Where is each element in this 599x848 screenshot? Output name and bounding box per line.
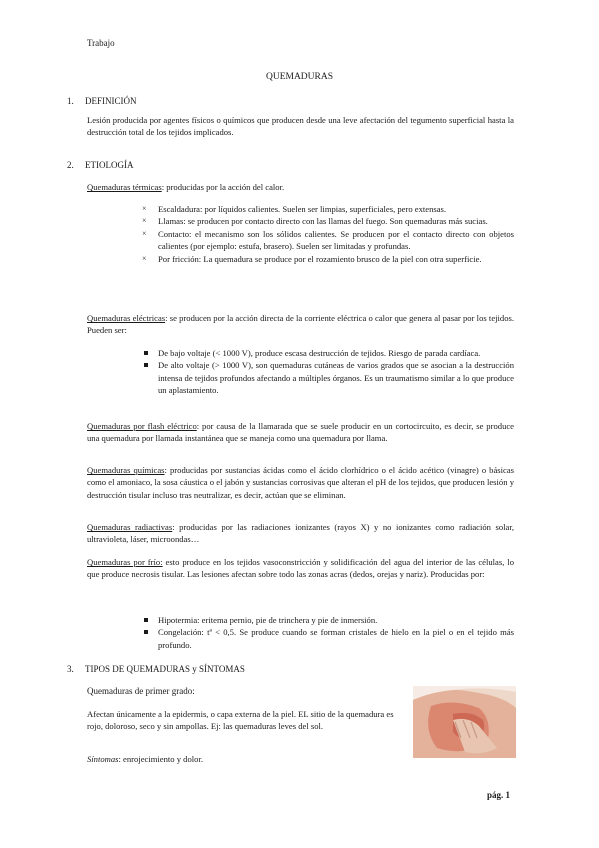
square-bullet-icon bbox=[144, 618, 148, 622]
primer-grado-paragraph: Afectan únicamente a la epidermis, o capa externa de la piel. EL sitio de la quemadura es rojo, doloroso, seco y sin ampollas. Ej: las quemaduras leves del sol. bbox=[87, 709, 394, 732]
quimicas-desc: : producidas por sustancias ácidas como el ácido clorhídrico o el ácido acético (vinagre) o básicas como el amoniaco, la sosa cáustica o el jabón y sustancias corrosivas que alteran el pH de los tejidos, que producen lesión y destrucción tisular incluso tras neutralizar, es decir, actúan que se eliminan. bbox=[87, 465, 515, 500]
termicas-desc: : producidas por la acción del calor. bbox=[161, 182, 285, 192]
section-number: 2. bbox=[67, 160, 74, 170]
primer-grado-heading: Quemaduras de primer grado: bbox=[87, 686, 195, 696]
radiactivas-paragraph bbox=[87, 521, 514, 546]
quimicas-paragraph bbox=[87, 464, 514, 501]
x-bullet-icon: × bbox=[142, 228, 147, 238]
sintomas-text: : enrojecimiento y dolor. bbox=[118, 754, 204, 764]
flash-desc: : por causa de la llamarada que se suele producir en un cortocircuito, es decir, se produce una quemadura por llamada instantánea que se maneja como una quemadura por llama. bbox=[87, 421, 514, 444]
frio-desc: esto produce en los tejidos vasoconstricción y solidificación del agua del interior de las células, lo que produce necrosis tisular. Las lesiones afectan sobre todo las zonas acras (dedos, orejas y nariz). Producidas por: bbox=[87, 557, 514, 580]
list-item: × Llamas: se producen por contacto directo con las llamas del fuego. Son quemaduras más sucias. bbox=[142, 216, 488, 227]
section-number: 1. bbox=[67, 96, 74, 106]
list-item: Congelación: tª < 0,5. Se produce cuando se forman cristales de hielo en la piel o en el tejido más profundo. bbox=[158, 626, 514, 651]
square-bullet-icon bbox=[144, 351, 148, 355]
electricas-list bbox=[158, 347, 514, 397]
frio-paragraph bbox=[87, 556, 514, 581]
termicas-paragraph bbox=[87, 181, 514, 193]
page-title: QUEMADURAS bbox=[265, 72, 334, 82]
sunburn-photo bbox=[413, 686, 516, 758]
sunburn-illustration bbox=[413, 686, 516, 758]
square-bullet-icon bbox=[144, 630, 148, 634]
x-bullet-icon: × bbox=[142, 253, 147, 263]
radiactivas-desc: : producidas por las radiaciones ionizantes (rayos X) y no ionizantes como radiación solar, ultravioleta, láser, microondas… bbox=[87, 522, 514, 545]
flash-paragraph bbox=[87, 420, 514, 445]
section-title: ETIOLOGÍA bbox=[85, 160, 134, 170]
list-item: De bajo voltaje (< 1000 V), produce escasa destrucción de tejidos. Riesgo de parada cardíaca. bbox=[158, 347, 514, 359]
list-item: De alto voltaje (> 1000 V), son quemaduras cutáneas de varios grados que se asocian a la destrucción intensa de tejidos profundos afectando a múltiples órganos. Es un traumatismo similar a lo que produce un aplastamiento. bbox=[158, 359, 514, 396]
section-title: TIPOS DE QUEMADURAS y SÍNTOMAS bbox=[85, 664, 245, 674]
quimicas-term: Quemaduras químicas bbox=[87, 465, 165, 475]
list-item: Hipotermia: eritema pernio, pie de trinchera y pie de inmersión. bbox=[158, 614, 514, 626]
square-bullet-icon bbox=[144, 363, 148, 367]
header-label: Trabajo bbox=[87, 38, 115, 48]
page-number: pág. 1 bbox=[487, 790, 511, 800]
sintomas-line bbox=[87, 753, 405, 765]
list-item: × Escaldadura: por líquidos calientes. Suelen ser limpias, superficiales, pero extensas. bbox=[142, 204, 447, 214]
section-heading-definicion bbox=[67, 96, 137, 106]
frio-term: Quemaduras por frío: bbox=[87, 557, 163, 567]
electricas-paragraph bbox=[87, 312, 514, 337]
electricas-desc: : se producen por la acción directa de la corriente eléctrica o calor que genera al pasar por los tejidos. Pueden ser: bbox=[87, 313, 514, 336]
termicas-term: Quemaduras térmicas bbox=[87, 182, 162, 192]
termicas-list bbox=[142, 203, 514, 265]
sintomas-label: Síntomas bbox=[87, 754, 119, 764]
x-bullet-icon: × bbox=[142, 216, 147, 226]
section-number: 3. bbox=[67, 664, 74, 674]
flash-term: Quemaduras por flash eléctrico bbox=[87, 421, 197, 431]
list-item: × Por fricción: La quemadura se produce por el rozamiento brusco de la piel con otra superficie. bbox=[142, 253, 482, 264]
frio-list bbox=[158, 614, 514, 651]
radiactivas-term: Quemaduras radiactivas bbox=[87, 522, 173, 532]
section-title: DEFINICIÓN bbox=[85, 96, 137, 106]
electricas-term: Quemaduras eléctricas bbox=[87, 313, 166, 323]
list-item: × Contacto: el mecanismo son los sólidos calientes. Se producen por el contacto directo con objetos calientes (por ejemplo: estufa, brasero). Suelen ser limitadas y profundas. bbox=[142, 228, 514, 252]
x-bullet-icon: × bbox=[142, 204, 147, 213]
section-heading-tipos bbox=[67, 664, 245, 674]
definicion-paragraph: Lesión producida por agentes físicos o químicos que producen desde una leve afectación del tegumento superficial hasta la destrucción total de los tejidos implicados. bbox=[87, 115, 514, 138]
section-heading-etiologia bbox=[67, 160, 134, 170]
